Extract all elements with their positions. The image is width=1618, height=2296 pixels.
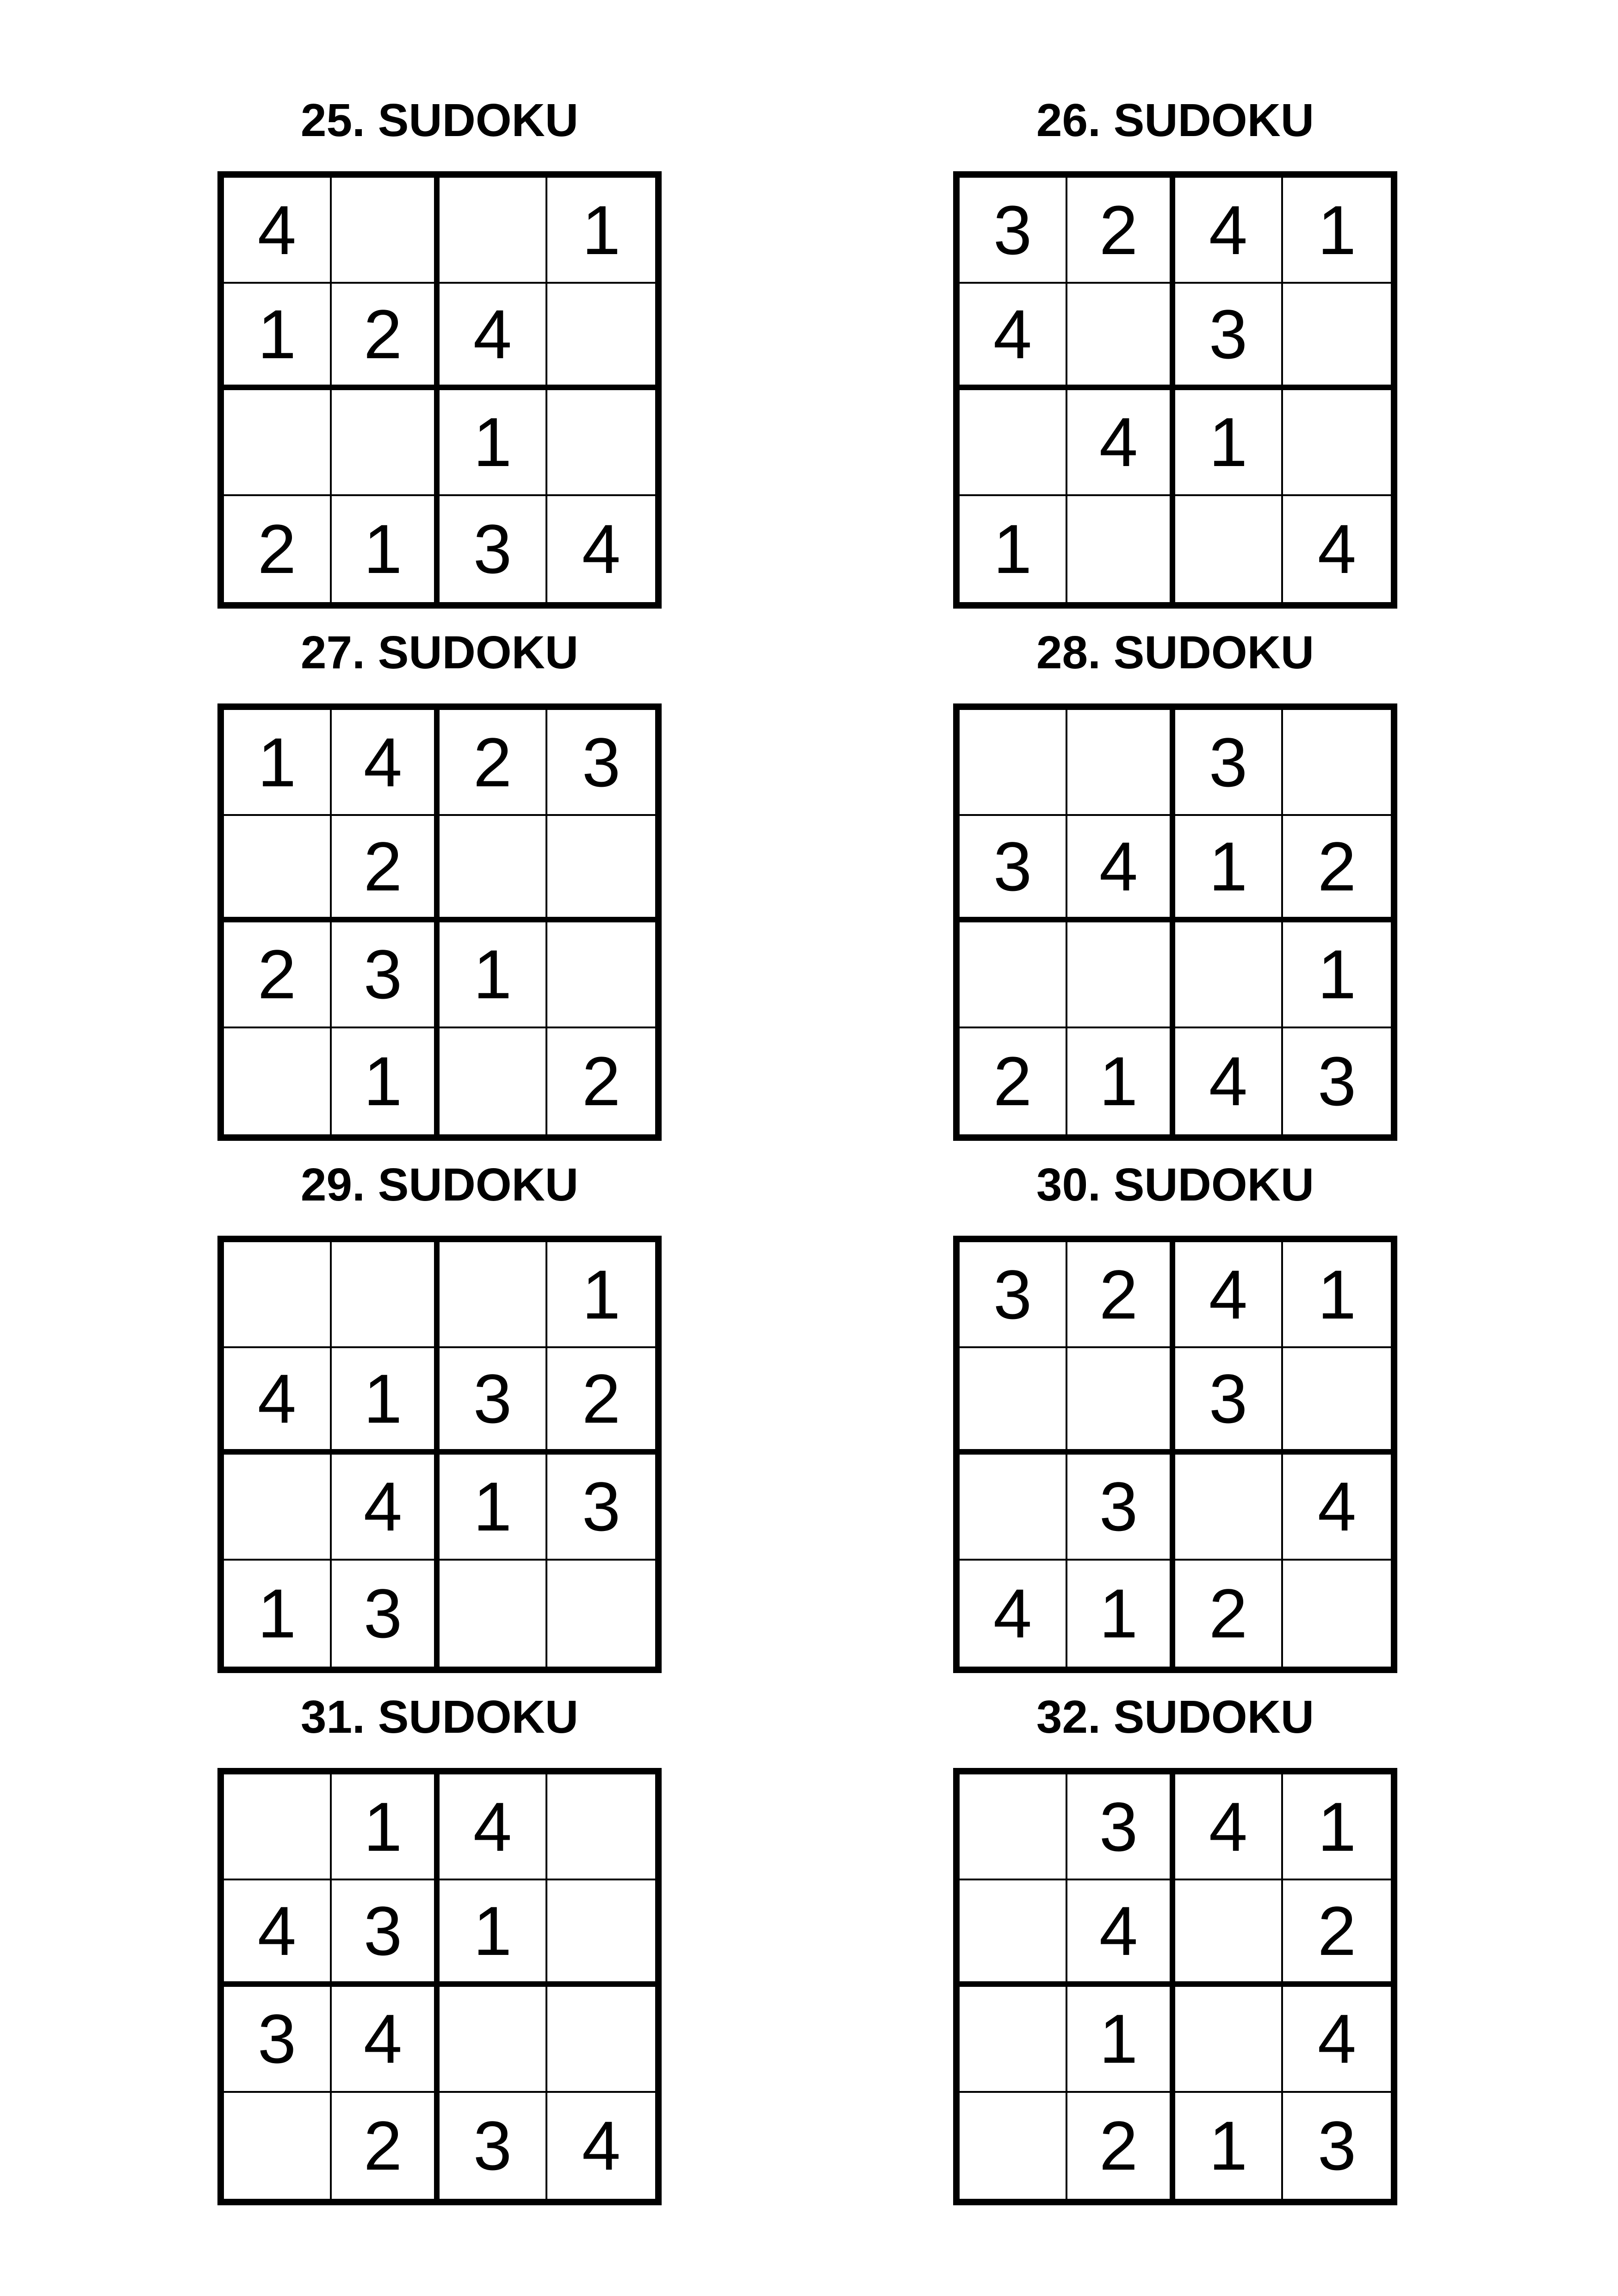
sudoku-grid xyxy=(953,171,1397,609)
puzzle-title: 25. SUDOKU xyxy=(300,94,579,146)
grid-cell[interactable] xyxy=(1175,496,1283,602)
grid-cell[interactable] xyxy=(1283,284,1391,390)
grid-cell[interactable]: 1 xyxy=(547,1242,655,1348)
grid-cell[interactable]: 4 xyxy=(1175,178,1283,284)
grid-cell[interactable] xyxy=(547,390,655,496)
grid-cell[interactable] xyxy=(440,816,547,922)
grid-cell[interactable]: 1 xyxy=(224,284,332,390)
grid-cell[interactable]: 3 xyxy=(224,1987,332,2093)
sudoku-puzzle-29 xyxy=(217,1159,662,1673)
grid-cell[interactable]: 1 xyxy=(1175,816,1283,922)
grid-cell[interactable] xyxy=(547,1774,655,1880)
grid-cell[interactable] xyxy=(547,1561,655,1667)
sudoku-grid xyxy=(217,703,662,1141)
grid-cell[interactable] xyxy=(224,2093,332,2199)
grid-cell[interactable] xyxy=(1283,710,1391,816)
grid-cell[interactable] xyxy=(440,178,547,284)
grid-cell[interactable]: 2 xyxy=(224,496,332,602)
grid-cell[interactable]: 4 xyxy=(224,1880,332,1986)
grid-cell[interactable] xyxy=(547,922,655,1028)
grid-cell[interactable]: 1 xyxy=(1175,390,1283,496)
grid-cell[interactable] xyxy=(332,390,440,496)
sudoku-grid xyxy=(953,1768,1397,2205)
grid-cell[interactable]: 2 xyxy=(1067,2093,1175,2199)
grid-cell[interactable]: 4 xyxy=(332,710,440,816)
grid-cell[interactable] xyxy=(960,1880,1067,1986)
grid-cell[interactable]: 1 xyxy=(1283,1242,1391,1348)
grid-cell[interactable]: 1 xyxy=(1175,2093,1283,2199)
grid-cell[interactable]: 4 xyxy=(1175,1242,1283,1348)
grid-cell[interactable] xyxy=(547,284,655,390)
grid-cell[interactable] xyxy=(440,1561,547,1667)
grid-cell[interactable] xyxy=(960,1455,1067,1561)
puzzle-title: 27. SUDOKU xyxy=(300,627,579,678)
grid-cell[interactable]: 4 xyxy=(582,510,621,588)
sudoku-puzzle-25 xyxy=(217,95,662,609)
grid-cell[interactable]: 3 xyxy=(440,496,547,602)
grid-cell[interactable] xyxy=(1283,1348,1391,1454)
grid-cell[interactable] xyxy=(1283,390,1391,496)
puzzle-title: 28. SUDOKU xyxy=(1036,627,1314,678)
sudoku-grid xyxy=(953,1236,1397,1673)
grid-cell[interactable]: 3 xyxy=(1175,710,1283,816)
grid-cell[interactable]: 3 xyxy=(332,1880,440,1986)
grid-cell[interactable] xyxy=(547,1880,655,1986)
grid-cell[interactable] xyxy=(960,710,1067,816)
grid-cell[interactable] xyxy=(960,1348,1067,1454)
grid-cell[interactable] xyxy=(1067,710,1175,816)
sudoku-puzzle-31 xyxy=(217,1692,662,2205)
grid-cell[interactable]: 3 xyxy=(332,922,440,1028)
grid-cell[interactable]: 4 xyxy=(440,1774,547,1880)
grid-cell[interactable]: 4 xyxy=(1067,816,1175,922)
grid-cell[interactable]: 3 xyxy=(960,816,1067,922)
grid-cell[interactable] xyxy=(547,816,655,922)
grid-cell[interactable]: 2 xyxy=(1283,1880,1391,1986)
grid-cell[interactable]: 3 xyxy=(440,2093,547,2199)
grid-cell[interactable]: 3 xyxy=(440,1348,547,1454)
grid-cell[interactable]: 3 xyxy=(1067,1774,1175,1880)
grid-cell[interactable] xyxy=(224,1028,332,1134)
grid-cell[interactable]: 4 xyxy=(960,1561,1067,1667)
grid-cell[interactable]: 1 xyxy=(440,1880,547,1986)
grid-cell[interactable] xyxy=(960,922,1067,1028)
sudoku-grid xyxy=(217,171,662,609)
puzzle-title: 26. SUDOKU xyxy=(1036,94,1314,146)
grid-cell[interactable]: 1 xyxy=(547,178,655,284)
grid-cell[interactable] xyxy=(440,1242,547,1348)
grid-cell[interactable]: 1 xyxy=(960,496,1067,602)
grid-cell[interactable]: 1 xyxy=(332,1348,440,1454)
grid-cell[interactable] xyxy=(1175,922,1283,1028)
puzzle-title: 31. SUDOKU xyxy=(300,1691,579,1743)
grid-cell[interactable] xyxy=(224,816,332,922)
sudoku-grid xyxy=(953,703,1397,1141)
grid-cell[interactable] xyxy=(224,1774,332,1880)
grid-cell[interactable]: 1 xyxy=(440,390,547,496)
sudoku-puzzle-32 xyxy=(953,1692,1397,2205)
grid-cell[interactable]: 2 xyxy=(582,1042,621,1120)
grid-cell[interactable]: 2 xyxy=(960,1028,1067,1134)
grid-cell[interactable]: 3 xyxy=(1175,1348,1283,1454)
grid-cell[interactable]: 1 xyxy=(1283,922,1391,1028)
grid-cell[interactable]: 1 xyxy=(332,496,440,602)
grid-cell[interactable] xyxy=(547,1987,655,2093)
grid-cell[interactable]: 1 xyxy=(332,1774,440,1880)
grid-cell[interactable] xyxy=(224,390,332,496)
grid-cell[interactable] xyxy=(960,390,1067,496)
grid-cell[interactable]: 1 xyxy=(1283,1774,1391,1880)
puzzle-title: 29. SUDOKU xyxy=(300,1159,579,1211)
grid-cell[interactable]: 2 xyxy=(332,284,440,390)
grid-cell[interactable]: 1 xyxy=(1067,1561,1175,1667)
grid-cell[interactable]: 3 xyxy=(1317,1042,1357,1120)
grid-cell[interactable]: 3 xyxy=(547,710,655,816)
grid-cell[interactable] xyxy=(1283,1561,1391,1667)
grid-cell[interactable]: 4 xyxy=(1283,1987,1391,2093)
grid-cell[interactable]: 1 xyxy=(1067,1987,1175,2093)
grid-cell[interactable]: 4 xyxy=(1067,390,1175,496)
grid-cell[interactable]: 4 xyxy=(582,2107,621,2185)
grid-cell[interactable]: 4 xyxy=(332,1987,440,2093)
grid-cell[interactable] xyxy=(332,1242,440,1348)
sudoku-puzzle-30 xyxy=(953,1159,1397,1673)
grid-cell[interactable]: 4 xyxy=(960,284,1067,390)
sudoku-puzzle-28 xyxy=(953,627,1397,1141)
grid-cell[interactable] xyxy=(440,1987,547,2093)
grid-cell[interactable]: 2 xyxy=(332,816,440,922)
grid-cell[interactable]: 2 xyxy=(332,2093,440,2199)
grid-cell[interactable]: 1 xyxy=(224,1561,332,1667)
grid-cell[interactable] xyxy=(224,1242,332,1348)
grid-cell[interactable] xyxy=(1067,496,1175,602)
grid-cell[interactable]: 1 xyxy=(440,922,547,1028)
grid-cell[interactable]: 3 xyxy=(1317,2107,1357,2185)
grid-cell[interactable] xyxy=(960,2093,1067,2199)
grid-cell[interactable]: 1 xyxy=(332,1028,440,1134)
grid-cell[interactable]: 2 xyxy=(1175,1561,1283,1667)
grid-cell[interactable]: 3 xyxy=(1175,284,1283,390)
grid-cell[interactable]: 2 xyxy=(547,1348,655,1454)
grid-cell[interactable]: 4 xyxy=(224,178,332,284)
grid-cell[interactable] xyxy=(440,1028,547,1134)
grid-cell[interactable]: 3 xyxy=(960,178,1067,284)
grid-cell[interactable] xyxy=(960,1987,1067,2093)
sudoku-puzzle-27 xyxy=(217,627,662,1141)
grid-cell[interactable]: 4 xyxy=(1067,1880,1175,1986)
grid-cell[interactable] xyxy=(1175,1455,1283,1561)
grid-cell[interactable]: 2 xyxy=(224,922,332,1028)
grid-cell[interactable]: 2 xyxy=(1067,178,1175,284)
grid-cell[interactable] xyxy=(1067,922,1175,1028)
grid-cell[interactable]: 4 xyxy=(1283,1455,1391,1561)
grid-cell[interactable] xyxy=(1067,1348,1175,1454)
sudoku-grid xyxy=(217,1236,662,1673)
grid-cell[interactable] xyxy=(960,1774,1067,1880)
puzzle-title: 30. SUDOKU xyxy=(1036,1159,1314,1211)
grid-cell[interactable]: 2 xyxy=(440,710,547,816)
grid-cell[interactable] xyxy=(332,178,440,284)
grid-cell[interactable]: 3 xyxy=(332,1561,440,1667)
grid-cell[interactable]: 1 xyxy=(224,710,332,816)
puzzle-title: 32. SUDOKU xyxy=(1036,1691,1314,1743)
sudoku-puzzle-26 xyxy=(953,95,1397,609)
grid-cell[interactable]: 1 xyxy=(1067,1028,1175,1134)
grid-cell[interactable]: 4 xyxy=(1175,1028,1283,1134)
grid-cell[interactable] xyxy=(1175,1987,1283,2093)
grid-cell[interactable]: 1 xyxy=(440,1455,547,1561)
grid-cell[interactable]: 2 xyxy=(1067,1242,1175,1348)
grid-cell[interactable]: 4 xyxy=(1317,510,1357,588)
grid-cell[interactable]: 4 xyxy=(440,284,547,390)
grid-cell[interactable] xyxy=(1067,284,1175,390)
grid-cell[interactable]: 4 xyxy=(1175,1774,1283,1880)
grid-cell[interactable]: 4 xyxy=(224,1348,332,1454)
grid-cell[interactable]: 4 xyxy=(332,1455,440,1561)
grid-cell[interactable]: 3 xyxy=(1067,1455,1175,1561)
sudoku-grid xyxy=(217,1768,662,2205)
grid-cell[interactable] xyxy=(224,1455,332,1561)
grid-cell[interactable]: 3 xyxy=(547,1455,655,1561)
grid-cell[interactable]: 1 xyxy=(1283,178,1391,284)
grid-cell[interactable]: 3 xyxy=(960,1242,1067,1348)
grid-cell[interactable] xyxy=(1175,1880,1283,1986)
grid-cell[interactable]: 2 xyxy=(1283,816,1391,922)
